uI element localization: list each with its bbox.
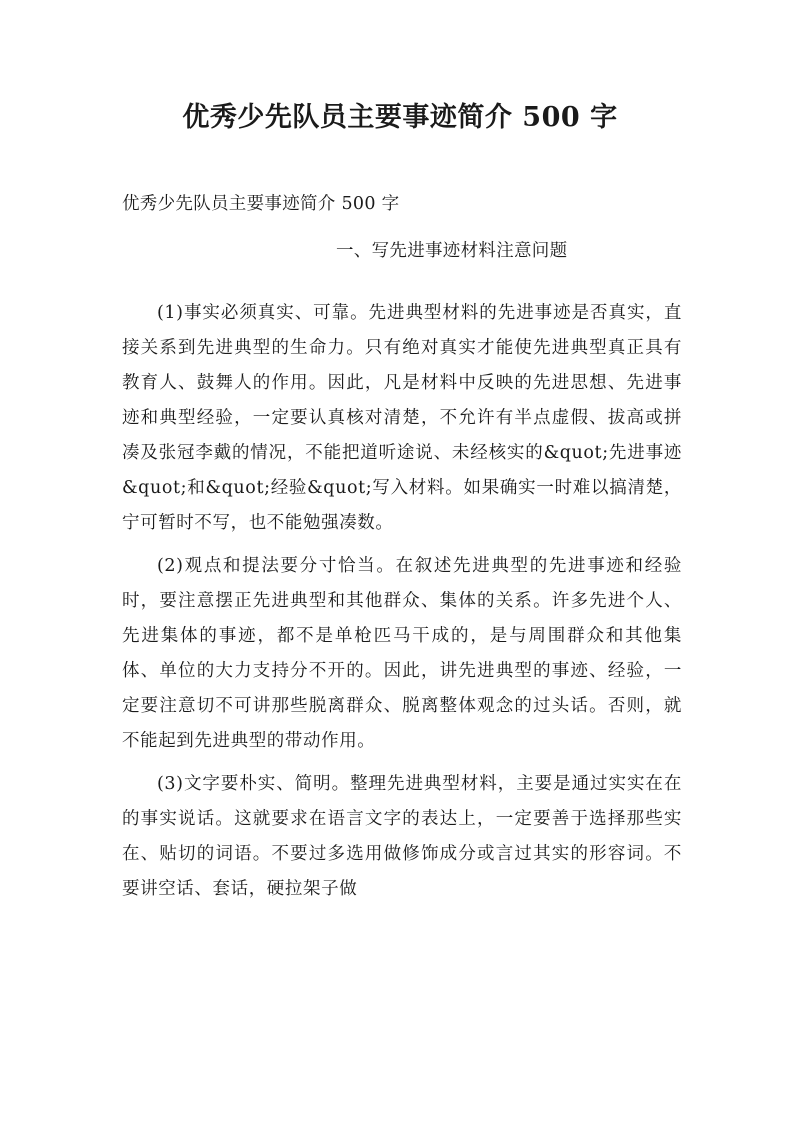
section-heading: 一、写先进事迹材料注意问题 — [336, 241, 568, 261]
paragraph-2: (2)观点和提法要分寸恰当。在叙述先进典型的先进事迹和经验时，要注意摆正先进典型和其他群众、集体的关系。许多先进个人、先进集体的事迹，都不是单枪匹马干成的，是与周围群众和其他集体、单位的大力支持分不开的。因此，讲先进典型的事迹、经验，一定要注意切不可讲那些脱离群众、脱离整体观念的过头话。否则，就不能起到先进典型的带动作用。 — [122, 556, 682, 751]
body-text — [122, 296, 682, 915]
paragraph-1: (1)事实必须真实、可靠。先进典型材料的先进事迹是否真实，直接关系到先进典型的生命力。只有绝对真实才能使先进典型真正具有教育人、鼓舞人的作用。因此，凡是材料中反映的先进思想、先进事迹和典型经验，一定要认真核对清楚，不允许有半点虚假、拔高或拼凑及张冠李戴的情况，不能把道听途说、未经核实的&quot;先进事迹&quot;和&quot;经验&quot;写入材料。如果确实一时难以搞清楚，宁可暂时不写，也不能勉强凑数。 — [122, 303, 682, 533]
document-title: 优秀少先队员主要事迹简介 500 字 — [182, 102, 618, 133]
paragraph-3: (3)文字要朴实、简明。整理先进典型材料，主要是通过实实在在的事实说话。这就要求在语言文字的表达上，一定要善于选择那些实在、贴切的词语。不要过多选用做修饰成分或言过其实的形容词。不要讲空话、套话，硬拉架子做 — [122, 774, 682, 899]
document-subtitle: 优秀少先队员主要事迹简介 500 字 — [122, 194, 400, 214]
